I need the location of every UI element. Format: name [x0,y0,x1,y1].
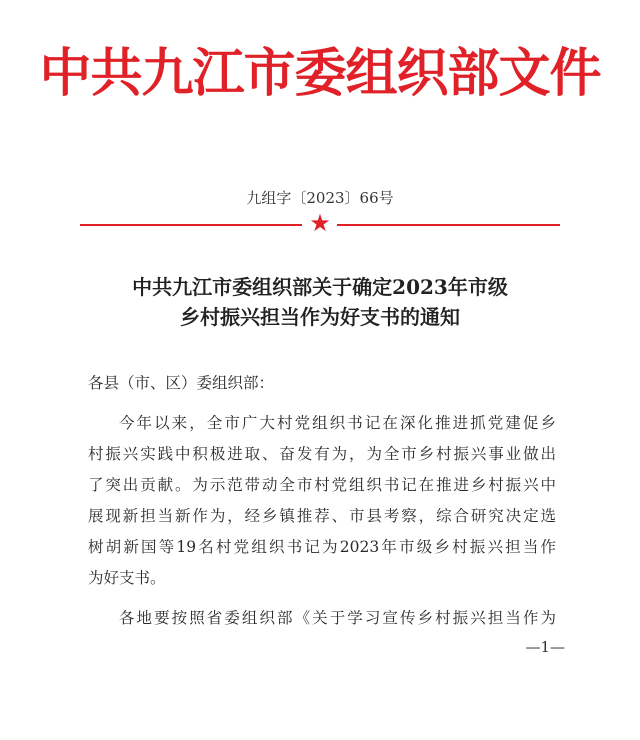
document-number: 九组字〔2023〕66号 [246,189,394,207]
paragraph-1 [88,408,556,594]
notice-body [88,368,556,634]
paragraph-line: 了突出贡献。为示范带动全市村党组织书记在推进乡村振兴中 [88,476,556,494]
salutation: 各县（市、区）委组织部： [88,374,275,392]
star-icon: ★ [309,209,331,237]
red-divider-left [80,224,302,226]
paragraph-line: 今年以来，全市广大村党组织书记在深化推进抓党建促乡 [119,414,556,432]
paragraph-line: 村振兴实践中积极进取、奋发有为，为全市乡村振兴事业做出 [88,445,556,463]
paragraph-gap [88,594,556,603]
issuer-masthead: 中共九江市委组织部文件 [39,43,601,104]
paragraph-line: 展现新担当新作为，经乡镇推荐、市县考察，综合研究决定选 [88,507,556,525]
paragraph-line: 树胡新国等19名村党组织书记为2023年市级乡村振兴担当作 [88,538,556,556]
paragraph-line: 各地要按照省委组织部《关于学习宣传乡村振兴担当作为 [119,609,556,627]
paragraph-2 [88,603,556,634]
paragraph-gap [88,399,556,408]
paragraph-line: 为好支书。 [88,569,166,587]
page-number: —1— [525,638,565,656]
notice-title [40,272,600,332]
title-line: 中共九江市委组织部关于确定2023年市级 [132,275,508,299]
red-divider-right [337,224,560,226]
title-line: 乡村振兴担当作为好支书的通知 [180,305,460,329]
